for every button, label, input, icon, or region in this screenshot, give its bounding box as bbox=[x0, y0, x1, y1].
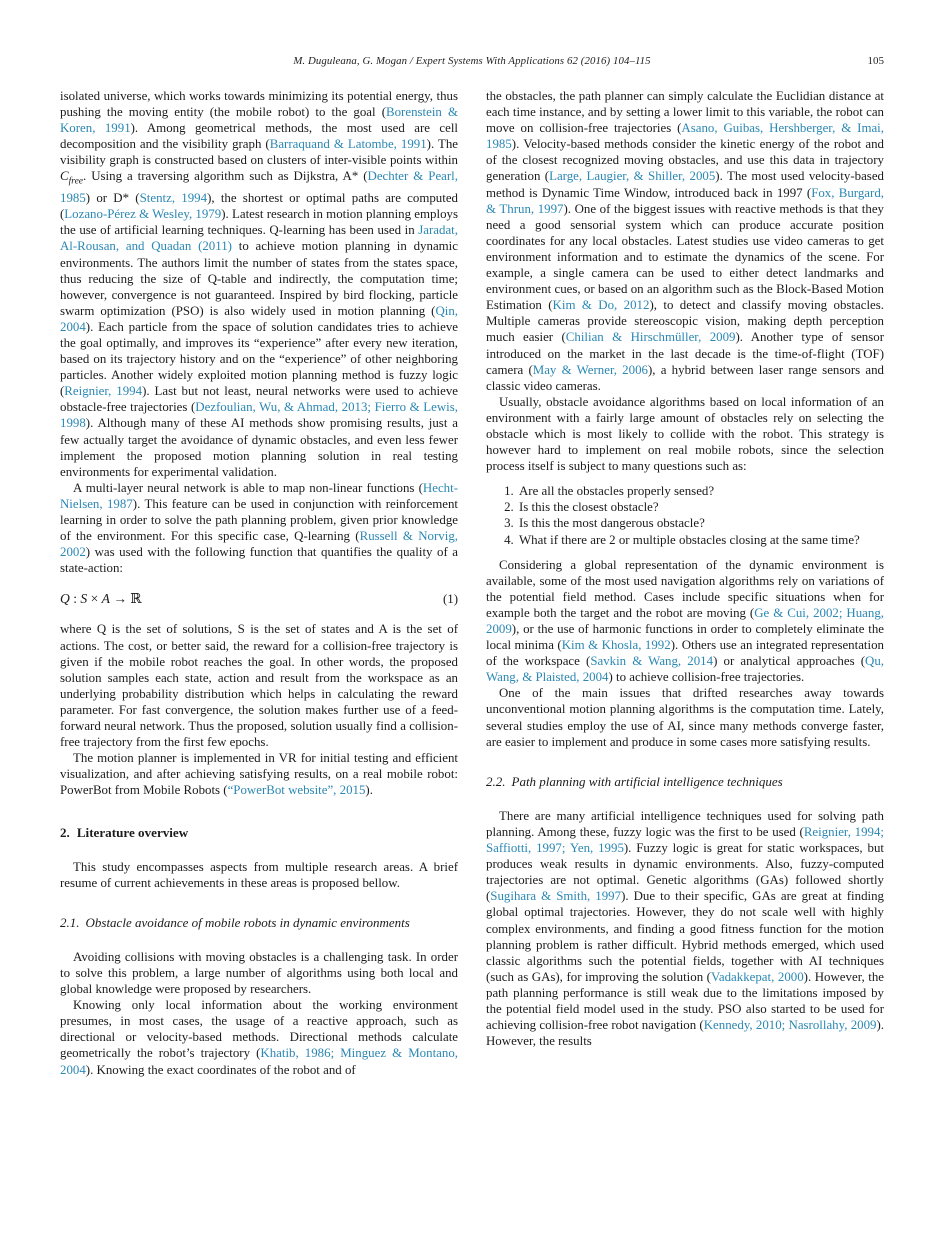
paragraph bbox=[486, 557, 884, 686]
text-run: This study encompasses aspects from multiple research areas. A brief resume of current achievements in these areas is proposed bellow. bbox=[60, 859, 458, 890]
citation-link[interactable]: Jaradat, Al-Rousan, and Quadan (2011) bbox=[60, 223, 458, 254]
citation-link[interactable]: Chilian & Hirschmüller, 2009 bbox=[565, 330, 736, 345]
citation-link[interactable]: Large, Laugier, & Shiller, 2005 bbox=[549, 169, 716, 184]
text-run: ) was used with the following function that quantifies the quality of a state-action: bbox=[60, 545, 458, 576]
text-run: ). Last but not least, neural networks were used to achieve obstacle-free trajectories ( bbox=[60, 384, 458, 415]
text-run: ) or analytical approaches ( bbox=[713, 654, 866, 669]
text-run: ). Each particle from the space of solution candidates tries to achieve the goal optimally, and improves its “experience” after every new iteration, based on its trajectory history and on the “experience” of other neighboring particles. Another widely exploited motion planning method is fuzzy logic ( bbox=[60, 319, 458, 399]
text-run: ). Others use an integrated representation of the workspace ( bbox=[486, 638, 884, 669]
text-run: A multi-layer neural network is able to map non-linear functions ( bbox=[73, 480, 423, 495]
math-variable: Q bbox=[60, 591, 70, 607]
subsection-heading bbox=[60, 915, 458, 931]
text-run: ). Fuzzy logic is great for static workspaces, but produces weak results in dynamic environments. Also, fuzzy-computed trajectories are not optimal. Genetic algorithms (GAs) followed shortly ( bbox=[486, 841, 884, 904]
citation-link[interactable]: Asano, Guibas, Hershberger, & Imai, 1985 bbox=[486, 121, 884, 152]
text-run: ). However, the results bbox=[486, 1018, 884, 1049]
text-run: the obstacles, the path planner can simply calculate the Euclidian distance at each time instance, and by setting a lower limit to this variable, the robot can move on collision-free trajectories ( bbox=[486, 89, 884, 136]
right-column bbox=[486, 88, 884, 1078]
citation-link[interactable]: Kim & Do, 2012 bbox=[552, 298, 650, 313]
citation-link[interactable]: Reignier, 1994 bbox=[64, 384, 143, 399]
text-run: ). This feature can be used in conjunction with reinforcement learning in order to solve the path planning problem, given prior knowledge of the environment. For this specific case, Q-learning ( bbox=[60, 496, 459, 544]
page-number: 105 bbox=[867, 55, 884, 67]
left-column bbox=[60, 88, 458, 1078]
paragraph bbox=[60, 750, 458, 798]
paragraph bbox=[486, 394, 884, 474]
text-run: ), the shortest or optimal paths are computed ( bbox=[60, 191, 459, 222]
paragraph bbox=[60, 859, 458, 891]
heading-text: Literature overview bbox=[76, 824, 189, 840]
citation-link[interactable]: Fox, Burgard, & Thrun, 1997 bbox=[486, 185, 884, 216]
math-variable: A bbox=[101, 591, 110, 607]
heading-text: Path planning with artificial intelligence techniques bbox=[511, 773, 783, 789]
list-item: 2. Is this the closest obstacle? bbox=[517, 499, 884, 515]
math-subscript: free bbox=[68, 177, 84, 188]
text-run: ) to achieve collision-free trajectories. bbox=[608, 670, 805, 685]
paragraph bbox=[60, 621, 458, 750]
citation-link[interactable]: Kennedy, 2010; Nasrollahy, 2009 bbox=[703, 1018, 877, 1033]
citation-link[interactable]: Ge & Cui, 2002; Huang, 2009 bbox=[486, 605, 885, 636]
list-item: 4. What if there are 2 or multiple obstacles closing at the same time? bbox=[517, 532, 884, 548]
citation-link[interactable]: Lozano-Pérez & Wesley, 1979 bbox=[64, 207, 222, 222]
citation-link[interactable]: Hecht-Nielsen, 1987 bbox=[60, 480, 458, 511]
text-run: ). Due to their specific, GAs are great at finding global optimal trajectories. However, they do not scale well with highly complex environments, and finding a good fitness function for the motion planning problem is rather difficult. Hybrid methods emerged, which used classic algorithms such the potential fields, together with AI techniques (such as GAs), for improving the solution ( bbox=[486, 889, 884, 984]
paragraph bbox=[60, 949, 458, 997]
citation-link[interactable]: Savkin & Wang, 2014 bbox=[590, 654, 714, 669]
citation-link[interactable]: Borenstein & Koren, 1991 bbox=[60, 105, 458, 136]
equation bbox=[60, 591, 458, 607]
citation-link[interactable]: Vadakkepat, 2000 bbox=[710, 969, 804, 984]
paragraph bbox=[486, 685, 884, 749]
text-run: ), or the use of harmonic functions in order to completely eliminate the local minima ( bbox=[486, 622, 884, 653]
text-run: × bbox=[87, 591, 102, 607]
text-run: The motion planner is implemented in VR for initial testing and efficient visualization, and after achieving satisfying results, on a real mobile robot: PowerBot from Mobile Robots ( bbox=[60, 751, 458, 798]
citation-link[interactable]: Kim & Khosla, 1992 bbox=[561, 638, 671, 653]
running-head: M. Duguleana, G. Mogan / Expert Systems With Applications 62 (2016) 104–115 bbox=[293, 55, 651, 67]
text-run: ). Another type of sensor introduced on the market in the last decade is the time-of-flight (TOF) camera ( bbox=[486, 330, 884, 377]
citation-link[interactable]: “PowerBot website”, 2015 bbox=[227, 783, 366, 798]
text-run: ), to detect and classify moving obstacles. Multiple cameras provide stereoscopic vision, making depth perception much easier ( bbox=[486, 298, 884, 345]
citation-link[interactable]: Khatib, 1986; Minguez & Montano, 2004 bbox=[60, 1046, 458, 1077]
paragraph bbox=[60, 480, 458, 577]
heading-number: 2.2. bbox=[486, 773, 506, 789]
text-run: ) or D* ( bbox=[85, 191, 140, 206]
text-run: ). The most used velocity-based method is Dynamic Time Window, introduced back in 1997 ( bbox=[486, 169, 884, 200]
math-variable: C bbox=[60, 169, 69, 184]
text-run: ). The visibility graph is constructed based on clusters of inter-visible points within bbox=[60, 137, 458, 168]
citation-link[interactable]: Dechter & Pearl, 1985 bbox=[60, 169, 458, 206]
citation-link[interactable]: Stentz, 1994 bbox=[139, 191, 208, 206]
heading-number: 2.1. bbox=[60, 914, 80, 930]
citation-link[interactable]: Dezfoulian, Wu, & Ahmad, 2013; Fierro & Lewis, 1998 bbox=[60, 400, 458, 431]
text-run: There are many artificial intelligence techniques used for solving path planning. Among these, fuzzy logic was the first to be used ( bbox=[486, 808, 884, 839]
citation-link[interactable]: Reignier, 1994; Saffiotti, 1997; Yen, 1995 bbox=[486, 824, 884, 856]
heading-text: Obstacle avoidance of mobile robots in dynamic environments bbox=[85, 914, 410, 930]
text-run: ). However, the path planning performance is still weak due to the limitations imposed by the potential field model used in the study. PSO also started to be used for achieving collision-free robot navigation ( bbox=[486, 969, 884, 1033]
list-item: 1. Are all the obstacles properly sensed? bbox=[517, 483, 884, 499]
text-run: isolated universe, which works towards minimizing its potential energy, thus pushing the moving entity (the mobile robot) to the goal ( bbox=[60, 89, 458, 120]
text-run: ). Latest research in motion planning employs the use of artificial learning techniques. Q-learning has been used in bbox=[60, 207, 458, 238]
citation-link[interactable]: Qu, Wang, & Plaisted, 2004 bbox=[486, 654, 884, 685]
text-run: Usually, obstacle avoidance algorithms based on local information of an environment with a fairly large amount of obstacles rely on selecting the obstacle which is most likely to collide with the robot. This strategy is however hard to implement on real mobile robots, since the selection process itself is subject to many questions such as: bbox=[486, 394, 884, 474]
text-run: ), a hybrid between laser range sensors and classic video cameras. bbox=[486, 362, 884, 393]
heading-number: 2. bbox=[60, 824, 70, 840]
math-variable: S bbox=[80, 591, 88, 607]
paragraph bbox=[486, 88, 884, 394]
text-run: ). bbox=[365, 783, 373, 798]
question-list bbox=[486, 483, 884, 547]
text-run: One of the main issues that drifted researches away towards unconventional motion planning algorithms is the computation time. Lately, several studies employ the use of AI, since many methods converge faster, are easier to implement and produce in some cases more satisfying results. bbox=[486, 686, 884, 749]
paragraph bbox=[60, 88, 458, 480]
two-column-body bbox=[60, 88, 884, 1078]
citation-link[interactable]: Sugihara & Smith, 1997 bbox=[490, 889, 622, 904]
citation-link[interactable]: May & Werner, 2006 bbox=[532, 362, 648, 377]
citation-link[interactable]: Qin, 2004 bbox=[60, 303, 458, 334]
text-run: Knowing only local information about the working environment presumes, in most cases, the usage of a reactive approach, such as directional or velocity-based methods. Directional methods calculate geometrically the robot’s trajectory ( bbox=[60, 998, 458, 1061]
text-run: ). Knowing the exact coordinates of the robot and of bbox=[85, 1062, 356, 1077]
paragraph bbox=[486, 808, 884, 1049]
page-header bbox=[60, 55, 884, 71]
citation-link[interactable]: Russell & Norvig, 2002 bbox=[60, 529, 458, 560]
text-run: : bbox=[69, 591, 81, 607]
text-run: ). Velocity-based methods consider the kinetic energy of the robot and of the closest recognized moving obstacles, and use this data in trajectory generation ( bbox=[486, 137, 884, 184]
list-item: 3. Is this the most dangerous obstacle? bbox=[517, 515, 884, 531]
text-run: Avoiding collisions with moving obstacles is a challenging task. In order to solve this problem, a large number of algorithms using both local and global knowledge were proposed by researchers. bbox=[60, 949, 458, 997]
text-run: Considering a global representation of the dynamic environment is available, some of the most used navigation algorithms rely on variations of the potential field method. Cases include specific situations when for example both the target and the robot are moving ( bbox=[486, 557, 884, 620]
citation-link[interactable]: Barraquand & Latombe, 1991 bbox=[269, 137, 427, 152]
text-run: ). One of the biggest issues with reactive methods is that they need a good sensorial system which can produce accurate position coordinates for any local obstacles. Latest studies use video cameras to get environment information and to estimate the dynamics of the scene. For example, a single camera can be used to either detect landmarks and environment cues, or based on an algorithm such as the Block-Based Motion Estimation ( bbox=[486, 201, 884, 313]
text-run: to achieve motion planning in dynamic environments. The authors limit the number of states from the states space, thus reducing the size of Q-table and indirectly, the computation time; however, convergence is not guaranteed. Inspired by bird flocking, particle swarm optimization (PSO) is also widely used in motion planning ( bbox=[60, 239, 458, 318]
text-run: → ℝ bbox=[109, 591, 142, 607]
text-run: where Q is the set of solutions, S is the set of states and A is the set of actions. The cost, or better said, the reward for a collision-free trajectory is given if the mobile robot reaches the goal. In other words, the proposed solution samples each state, action and result from the workspace as an underlying probability distribution which helps in calculating the reward parameter. For fast convergence, the solution makes further use of a feed-forward neural network. Thus the proposed, solution usually find a collision-free trajectory from the first few epochs. bbox=[60, 622, 458, 750]
text-run: ). Among geometrical methods, the most used are cell decomposition and the visibility graph ( bbox=[60, 121, 458, 152]
section-heading bbox=[60, 825, 458, 841]
subsection-heading bbox=[486, 774, 884, 790]
paragraph bbox=[60, 997, 458, 1077]
equation-body bbox=[60, 591, 142, 607]
text-run: ). Although many of these AI methods show promising results, just a few actually target the avoidance of dynamic obstacles, and even less fewer implement the proposed motion planning solution in real testing environments for experimental validation. bbox=[60, 416, 458, 479]
text-run: . Using a traversing algorithm such as Dijkstra, A* ( bbox=[83, 169, 368, 184]
equation-number: (1) bbox=[442, 592, 458, 607]
